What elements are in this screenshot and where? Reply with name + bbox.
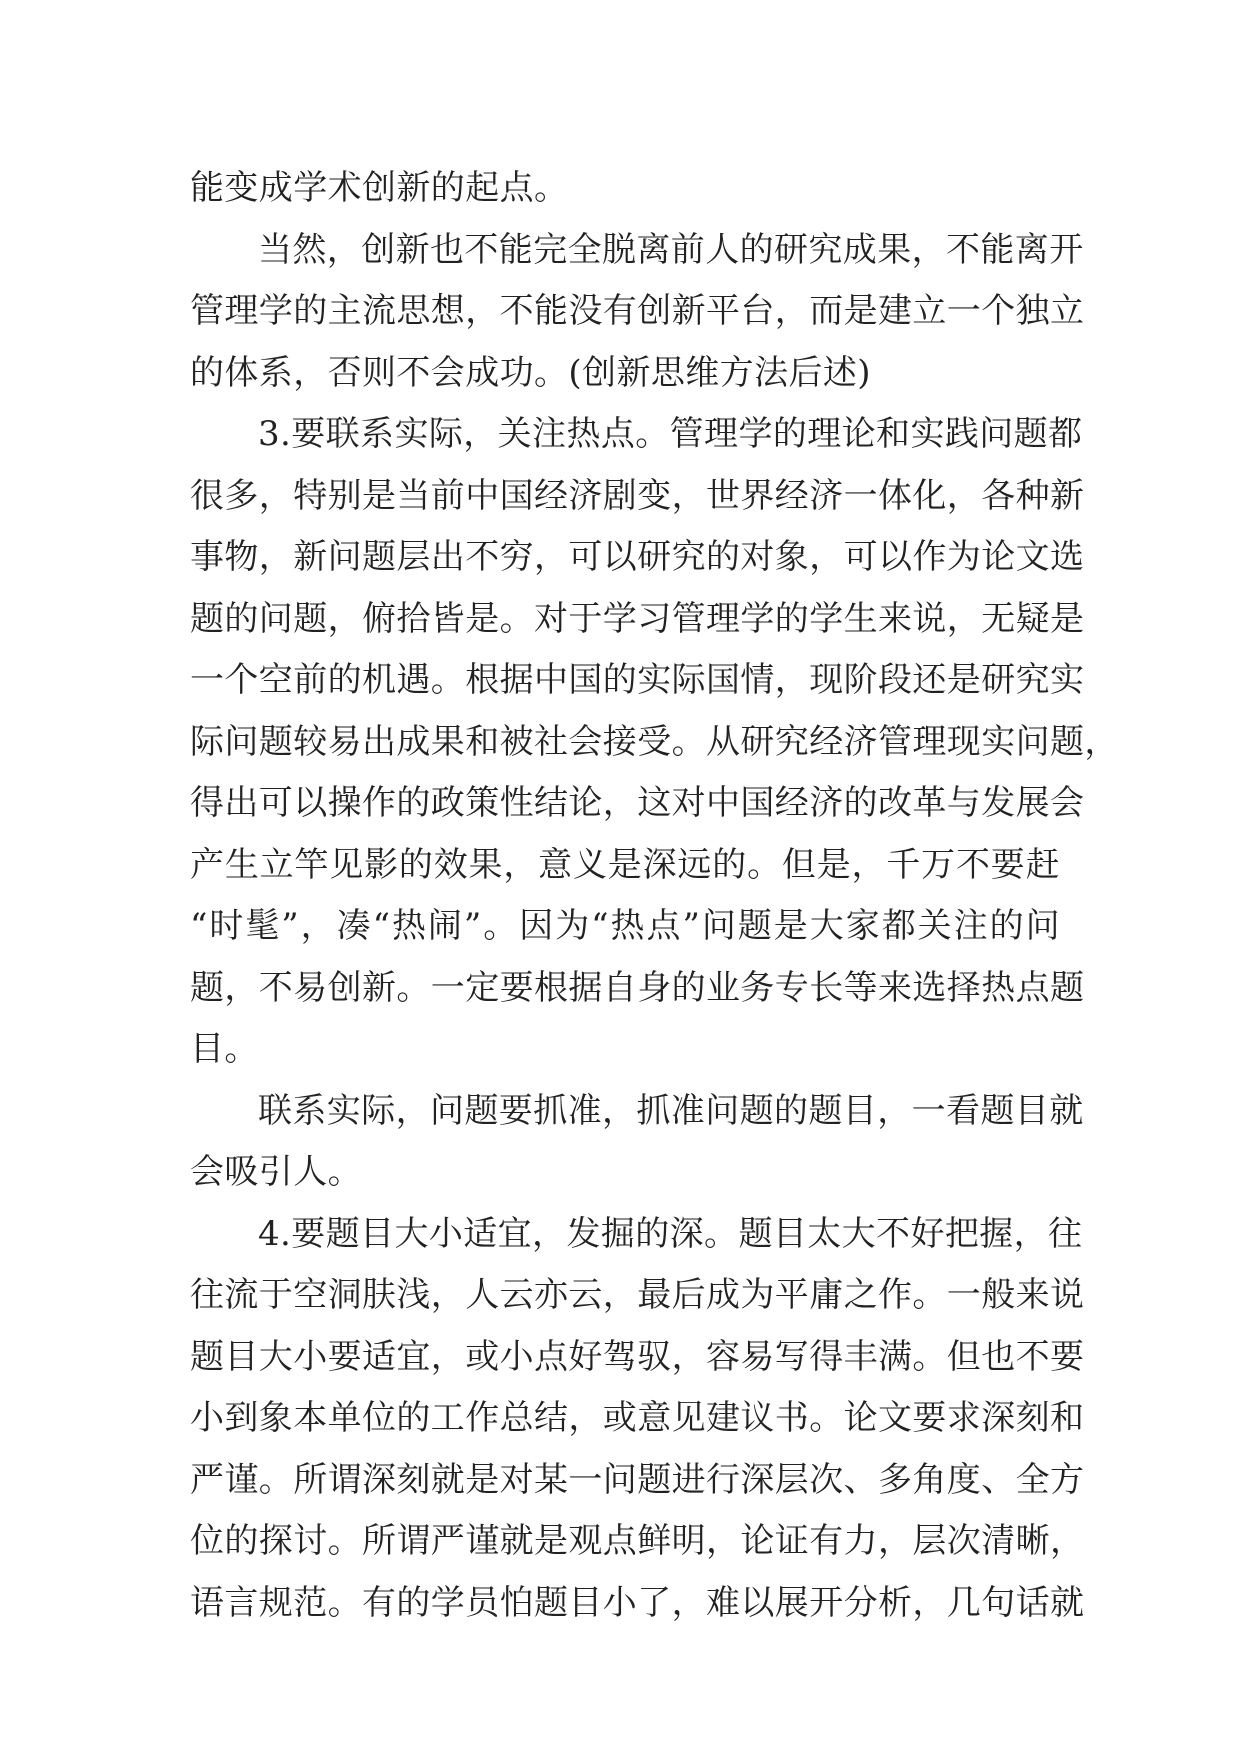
text-line: 一个空前的机遇。根据中国的实际国情，现阶段还是研究实 — [190, 660, 1085, 700]
text-line: 3.要联系实际，关注热点。管理学的理论和实践问题都 — [258, 414, 1083, 454]
text-line: 际问题较易出成果和被社会接受。从研究经济管理现实问题， — [190, 721, 1119, 762]
text-line: 题目大小要适宜，或小点好驾驭，容易写得丰满。但也不要 — [190, 1336, 1085, 1377]
text-line: 产生立竿见影的效果，意义是深远的。但是，千万不要赶 — [190, 844, 1060, 885]
text-line: 小到象本单位的工作总结，或意见建议书。论文要求深刻和 — [190, 1398, 1085, 1438]
text-line: 往流于空洞肤浅，人云亦云，最后成为平庸之作。一般来说 — [190, 1275, 1085, 1315]
text-line: 管理学的主流思想，不能没有创新平台，而是建立一个独立 — [190, 291, 1085, 331]
text-line: 目。 — [190, 1029, 259, 1069]
text-line: 能变成学术创新的起点。 — [190, 168, 569, 208]
text-line: 题的问题，俯拾皆是。对于学习管理学的学生来说，无疑是 — [190, 598, 1085, 639]
text-line: 联系实际，问题要抓准，抓准问题的题目，一看题目就 — [258, 1090, 1084, 1131]
text-line: 事物，新问题层出不穷，可以研究的对象，可以作为论文选 — [190, 537, 1085, 577]
text-line: 很多，特别是当前中国经济剧变，世界经济一体化，各种新 — [190, 475, 1085, 516]
text-line: 的体系，否则不会成功。(创新思维方法后述) — [190, 352, 871, 393]
body-text — [190, 158, 1119, 1634]
text-line: 得出可以操作的政策性结论，这对中国经济的改革与发展会 — [190, 783, 1085, 823]
text-line: 题，不易创新。一定要根据自身的业务专长等来选择热点题 — [190, 967, 1085, 1008]
text-line: 会吸引人。 — [190, 1152, 362, 1192]
text-line: 语言规范。有的学员怕题目小了，难以展开分析，几句话就 — [190, 1582, 1085, 1623]
text-line: 4.要题目大小适宜，发掘的深。题目太大不好把握，往 — [258, 1213, 1083, 1254]
text-line: 严谨。所谓深刻就是对某一问题进行深层次、多角度、全方 — [190, 1459, 1085, 1500]
text-line: “时髦”，凑“热闹”。因为“热点”问题是大家都关注的问 — [190, 906, 1060, 946]
text-line: 当然，创新也不能完全脱离前人的研究成果，不能离开 — [258, 229, 1084, 270]
text-line: 位的探讨。所谓严谨就是观点鲜明，论证有力，层次清晰， — [190, 1521, 1085, 1561]
